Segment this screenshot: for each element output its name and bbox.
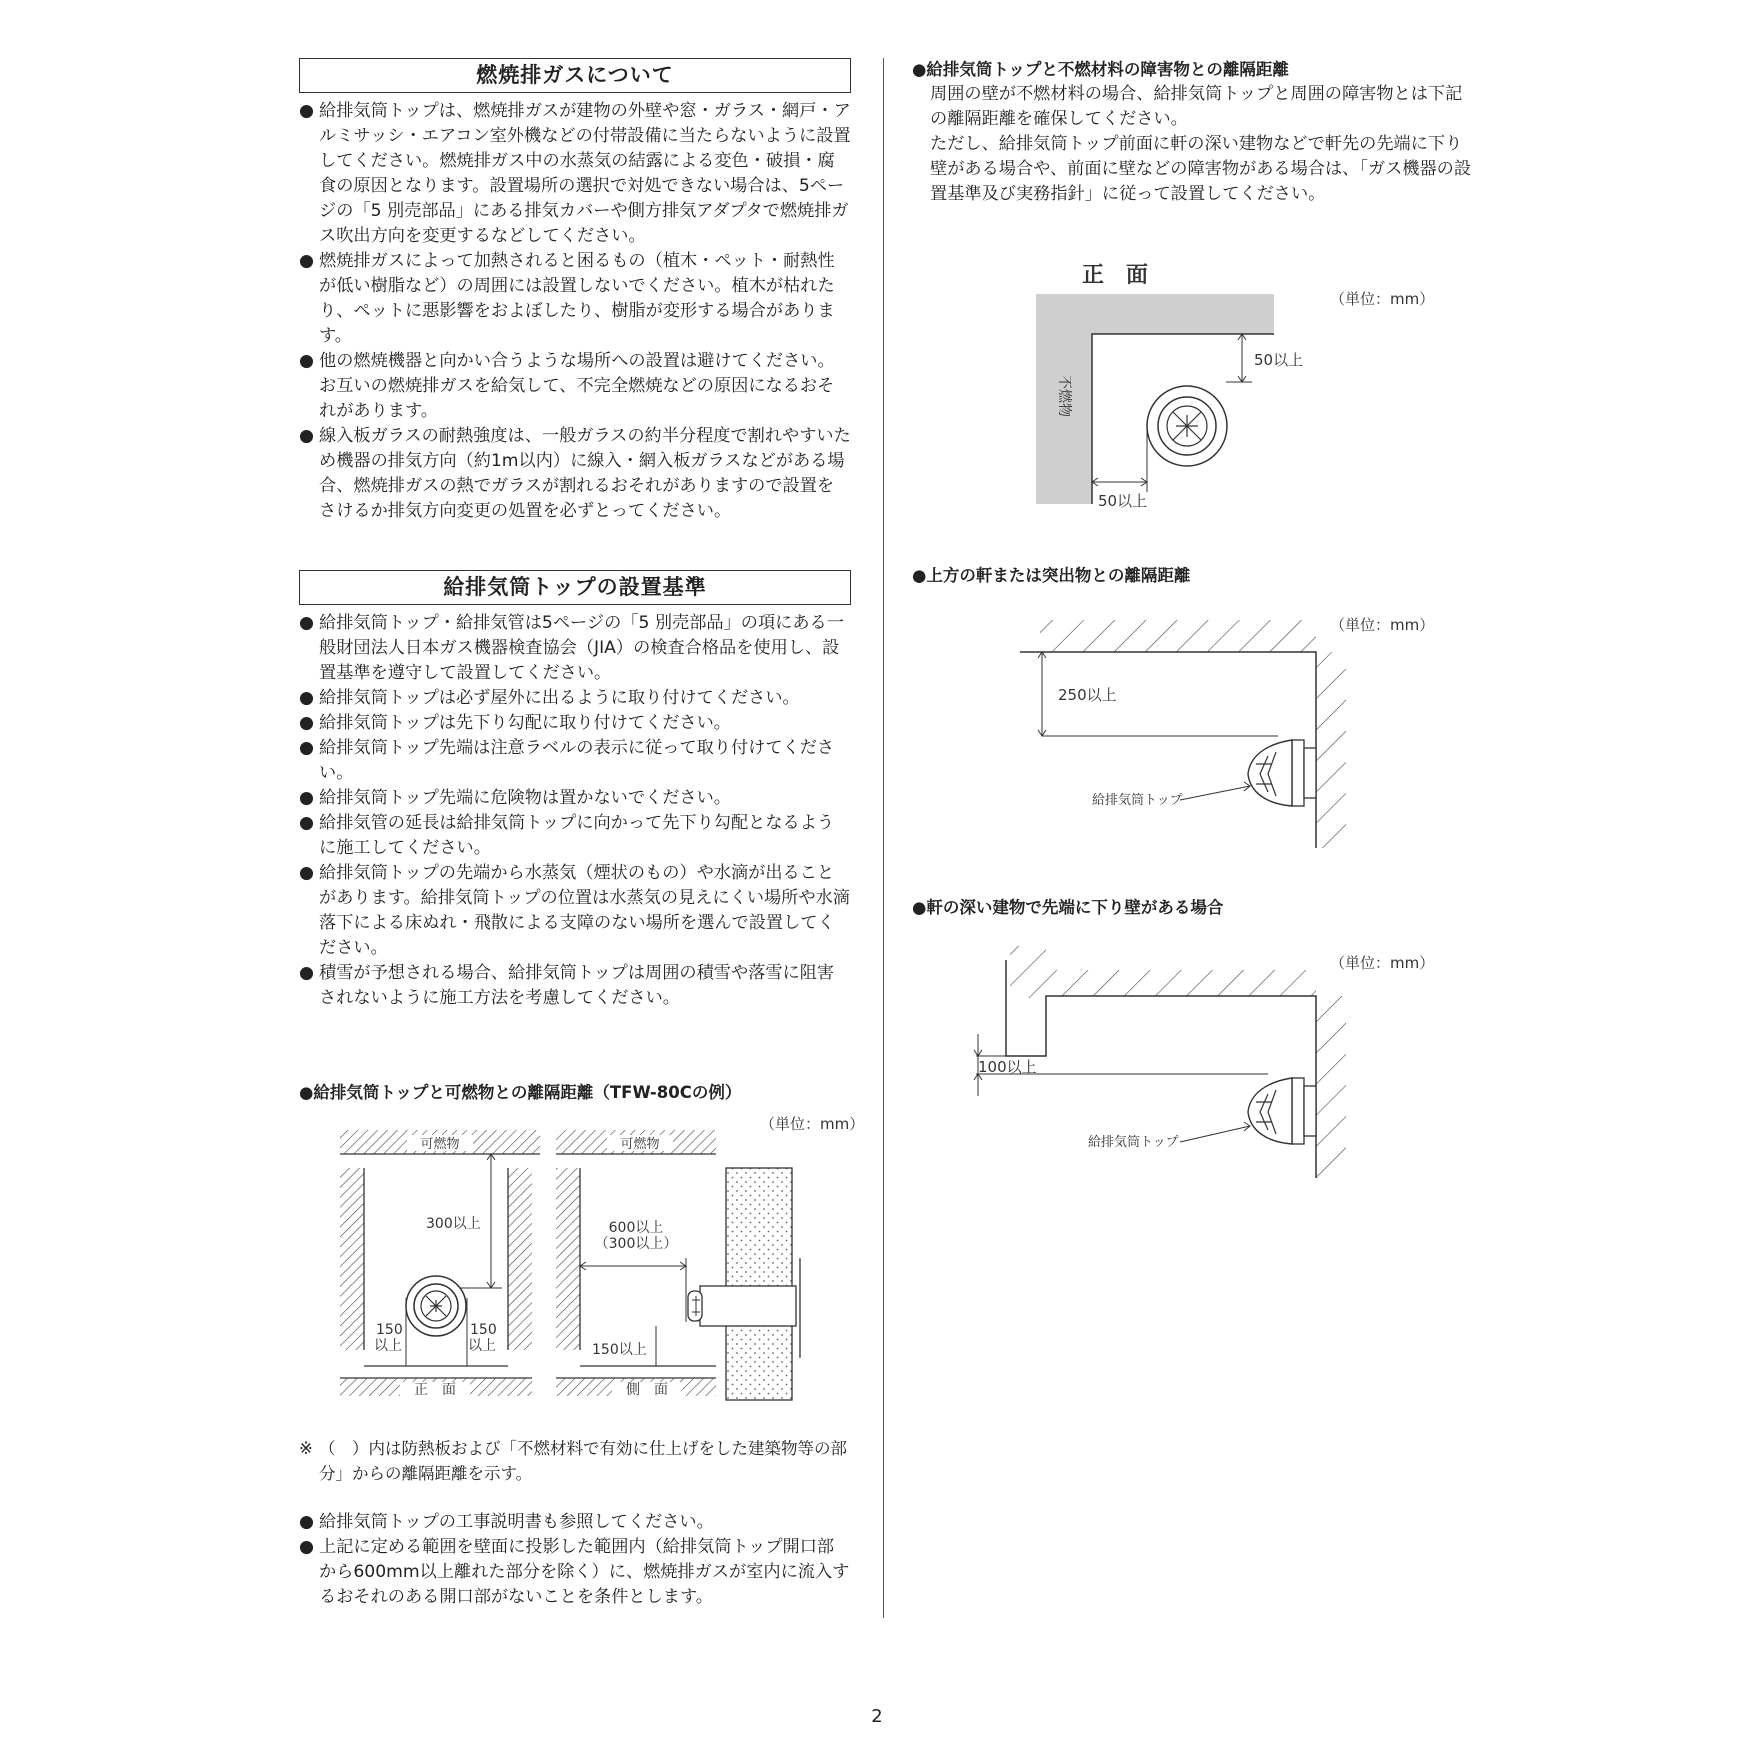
eave-unit: （単位：mm）	[1330, 616, 1435, 634]
bullet-icon: ●	[299, 1083, 314, 1102]
noncombustible-heading: 給排気筒トップと不燃材料の障害物との離隔距離	[926, 60, 1289, 79]
noncombustible-text1: 周囲の壁が不燃材料の場合、給排気筒トップと周囲の障害物とは下記の離隔距離を確保してください。	[930, 84, 1463, 129]
eave-heading-row	[912, 564, 1472, 588]
section-title-exhaust: 燃焼排ガスについて	[299, 58, 851, 93]
left-column	[299, 58, 851, 1011]
bullet-icon: ●	[299, 688, 314, 708]
combustible-extra-bullet: ● 上記に定める範囲を壁面に投影した範囲内（給排気筒トップ開口部から600mm以上離れた部分を除く）に、燃焼排ガスが室内に流入するおそれのある開口部がないことを条件とします。	[299, 1537, 850, 1607]
combustible-front-150-left: 150	[376, 1322, 403, 1338]
eave-top-label: 給排気筒トップ	[1092, 793, 1183, 808]
criteria-bullet: ● 給排気筒トップの先端から水蒸気（煙状のもの）や水滴が出ることがあります。給排気筒トップの位置は水蒸気の見えにくい場所や水滴落下による床ぬれ・飛散による支障のない場所を選んで設置してください。	[299, 863, 850, 958]
exhaust-bullet: ● 燃焼排ガスによって加熱されると困るもの（植木・ペット・耐熱性が低い樹脂など）の周囲には設置しないでください。植木が枯れたり、ペットに悪影響をおよぼしたり、樹脂が変形する場合があります。	[299, 251, 835, 346]
criteria-bullets	[299, 611, 851, 1011]
combustible-unit: （単位：mm）	[760, 1115, 865, 1133]
combustible-extra-bullet: ● 給排気筒トップの工事説明書も参照してください。	[299, 1510, 851, 1535]
bullet-icon: ●	[299, 426, 314, 446]
bullet-icon: ●	[299, 251, 314, 271]
deep-eave-diagram	[966, 936, 1466, 1196]
exhaust-bullet: ● 線入板ガラスの耐熱強度は、一般ガラスの約半分程度で割れやすいため機器の排気方向（約1m以内）に線入・網入板ガラスなどがある場合、燃焼排ガスの熱でガラスが割れるおそれがありますので設置をさけるか排気方向変更の処置を必ずとってください。	[299, 426, 851, 521]
combustible-front-150-right: 150	[470, 1322, 497, 1338]
combustible-front-above-right: 以上	[468, 1338, 496, 1354]
column-divider	[883, 58, 884, 1618]
bullet-icon: ●	[299, 1512, 314, 1532]
bullet-icon: ●	[912, 566, 927, 585]
noncombustible-front-title: 正 面	[1081, 263, 1149, 288]
deep-eave-top-label: 給排気筒トップ	[1088, 1135, 1179, 1150]
bullet-icon: ●	[299, 613, 314, 633]
bullet-icon: ●	[299, 713, 314, 733]
combustible-front-above-left: 以上	[374, 1338, 402, 1354]
criteria-bullet: ● 給排気筒トップ先端は注意ラベルの表示に従って取り付けてください。	[299, 738, 835, 783]
combustible-heading: 給排気筒トップと可燃物との離隔距離（TFW-80Cの例）	[313, 1083, 742, 1102]
eave-dim: 250以上	[1058, 686, 1117, 704]
combustible-notes	[299, 1436, 851, 1610]
bullet-icon: ●	[299, 1537, 314, 1557]
combustible-front-300: 300以上	[426, 1216, 481, 1232]
bullet-icon: ●	[299, 101, 314, 121]
bullet-icon: ●	[299, 351, 314, 371]
eave-heading: 上方の軒または突出物との離隔距離	[926, 566, 1191, 585]
criteria-bullet: ● 給排気筒トップ先端に危険物は置かないでください。	[299, 786, 851, 811]
combustible-front-label: 正 面	[414, 1382, 456, 1398]
combustible-note: ※ （ ）内は防熱板および「不燃材料で有効に仕上げをした建築物等の部分」からの離隔距離を示す。	[299, 1439, 847, 1483]
noncombustible-unit: （単位：mm）	[1330, 290, 1435, 308]
deep-eave-dim: 100以上	[978, 1058, 1037, 1076]
bullet-icon: ●	[299, 963, 314, 983]
noncombustible-diagram	[1030, 252, 1470, 522]
combustible-diagram	[330, 1108, 865, 1408]
criteria-bullet: ● 給排気管の延長は給排気筒トップに向かって先下り勾配となるように施工してください。	[299, 813, 835, 858]
criteria-bullet: ● 給排気筒トップは必ず屋外に出るように取り付けてください。	[299, 686, 851, 711]
deep-eave-unit: （単位：mm）	[1330, 954, 1435, 972]
noncombustible-text2: ただし、給排気筒トップ前面に軒の深い建物などで軒先の先端に下り壁がある場合や、前面に壁などの障害物がある場合は、「ガス機器の設置基準及び実務指針」に従って設置してください。	[930, 134, 1472, 204]
exhaust-bullets	[299, 99, 851, 524]
page-number: 2	[871, 1706, 883, 1727]
section-title-criteria: 給排気筒トップの設置基準	[299, 570, 851, 605]
combustible-side-300: （300以上）	[594, 1236, 678, 1252]
bullet-icon: ●	[912, 60, 927, 79]
exhaust-bullet: ● 給排気筒トップは、燃焼排ガスが建物の外壁や窓・ガラス・網戸・アルミサッシ・エアコン室外機などの付帯設備に当たらないように設置してください。燃焼排ガス中の水蒸気の結露による変色・破損・腐食の原因となります。設置場所の選択で対処できない場合は、5ページの「5 別売部品」にある排気カバーや側方排気アダプタで燃焼排ガス吹出方向を変更するなどしてください。	[299, 101, 851, 246]
deep-eave-heading-row	[912, 896, 1472, 920]
noncombustible-wall-label: 不燃物	[1056, 375, 1072, 417]
bullet-icon: ●	[912, 898, 927, 917]
combustible-side-label: 側 面	[626, 1382, 668, 1398]
right-column	[912, 58, 1472, 207]
combustible-heading-row	[299, 1081, 859, 1105]
exhaust-bullet: ● 他の燃焼機器と向かい合うような場所への設置は避けてください。お互いの燃焼排ガスを給気して、不完全燃焼などの原因になるおそれがあります。	[299, 351, 835, 421]
deep-eave-heading: 軒の深い建物で先端に下り壁がある場合	[926, 898, 1224, 917]
bullet-icon: ●	[299, 813, 314, 833]
eave-diagram	[1010, 600, 1470, 850]
criteria-bullet: ● 給排気筒トップは先下り勾配に取り付けてください。	[299, 711, 851, 736]
noncombustible-dim-left: 50以上	[1098, 492, 1148, 510]
combustible-side-600: 600以上	[608, 1220, 664, 1236]
combustible-side-150: 150以上	[592, 1342, 647, 1358]
criteria-bullet: ● 積雪が予想される場合、給排気筒トップは周囲の積雪や落雪に阻害されないように施工方法を考慮してください。	[299, 963, 835, 1008]
bullet-icon: ●	[299, 788, 314, 808]
combustible-label-side: 可燃物	[620, 1137, 660, 1152]
noncombustible-dim-top: 50以上	[1254, 351, 1304, 369]
combustible-label-front: 可燃物	[420, 1137, 460, 1152]
criteria-bullet: ● 給排気筒トップ・給排気管は5ページの「5 別売部品」の項にある一般財団法人日本ガス機器検査協会（JIA）の検査合格品を使用し、設置基準を遵守して設置してください。	[299, 613, 844, 683]
bullet-icon: ●	[299, 738, 314, 758]
bullet-icon: ●	[299, 863, 314, 883]
